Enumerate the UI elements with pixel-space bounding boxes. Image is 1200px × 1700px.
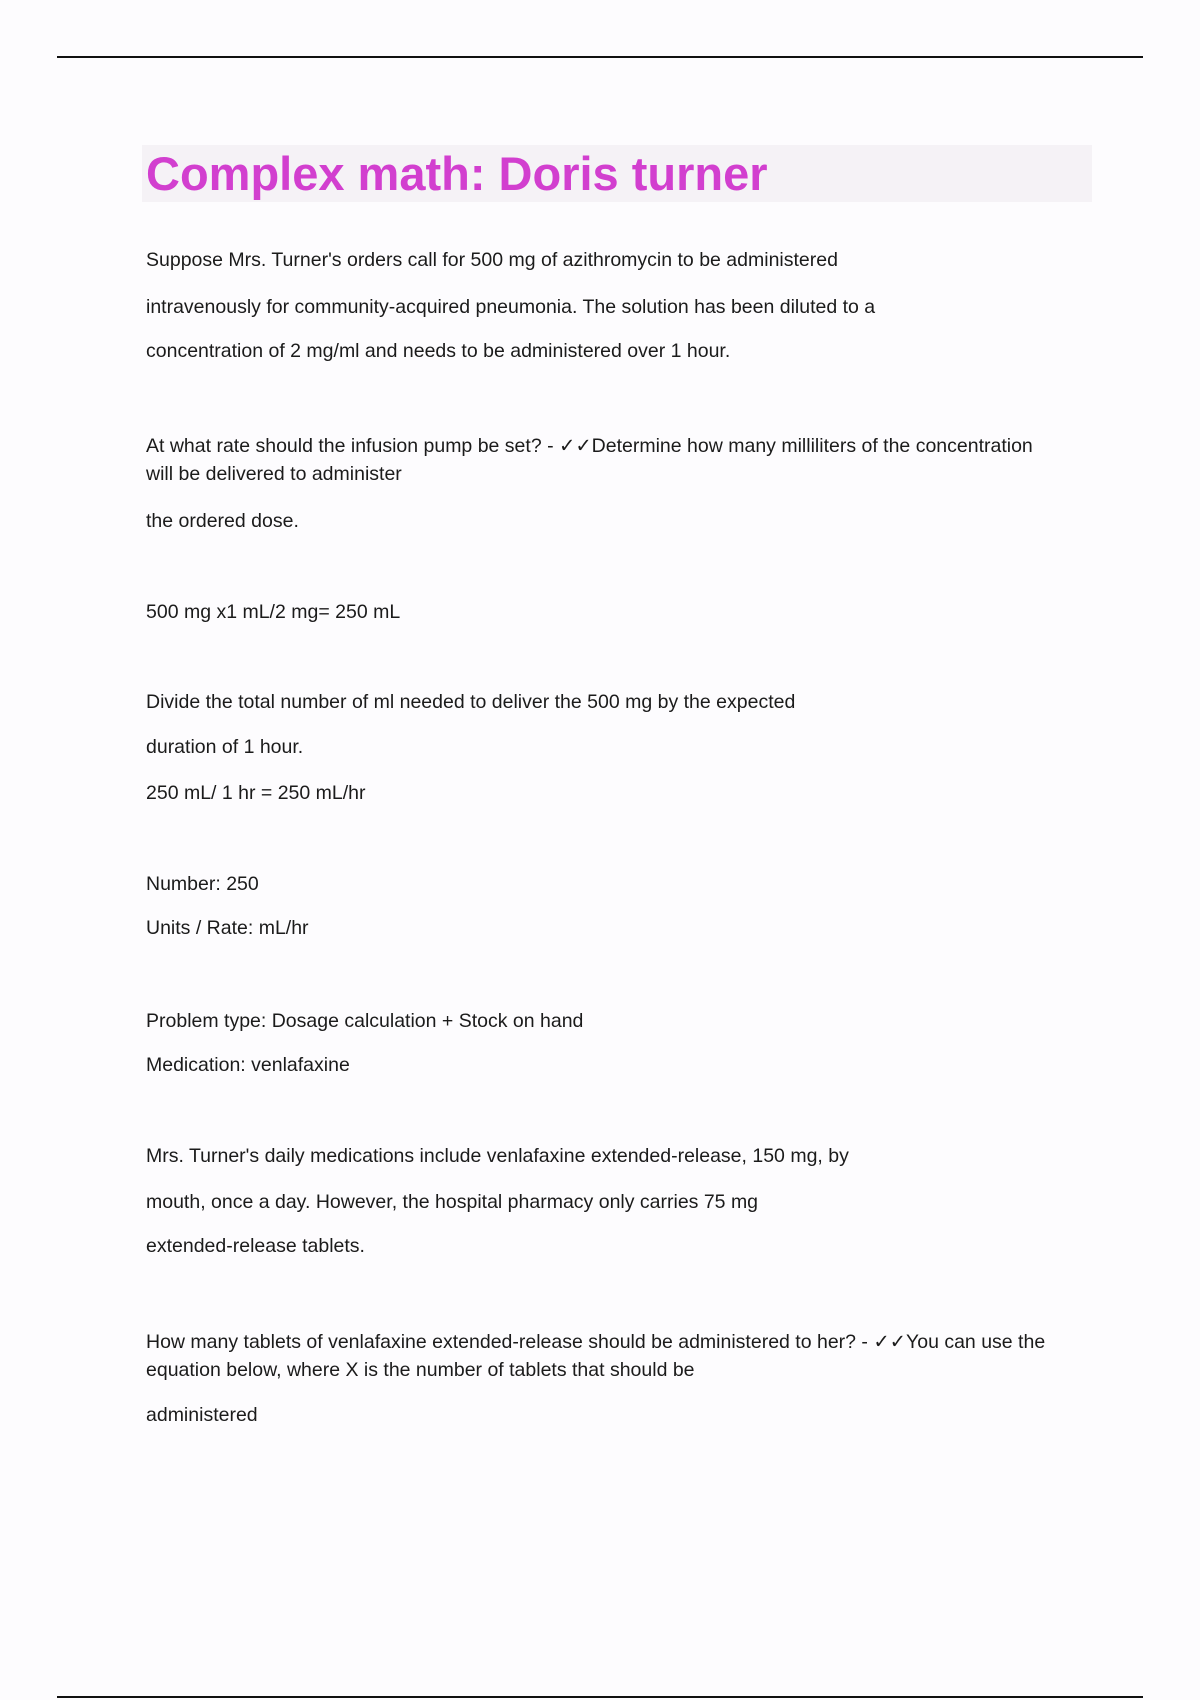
problem-type: Problem type: Dosage calculation + Stock on hand (146, 1010, 584, 1032)
text-line: the ordered dose. (146, 510, 299, 532)
answer-number: Number: 250 (146, 873, 259, 895)
text-line: equation below, where X is the number of tablets that should be (146, 1359, 695, 1381)
bottom-rule (57, 1696, 1143, 1698)
question-line: How many tablets of venlafaxine extended-release should be administered to her? - ✓✓You can use the (146, 1331, 1046, 1353)
text-line: administered (146, 1404, 258, 1426)
text-line: will be delivered to administer (146, 463, 402, 485)
document-title: Complex math: Doris turner (146, 147, 768, 200)
equation-line: 500 mg x1 mL/2 mg= 250 mL (146, 601, 401, 623)
question-line: At what rate should the infusion pump be set? - ✓✓Determine how many milliliters of the concentration (146, 435, 1033, 457)
text-line: mouth, once a day. However, the hospital pharmacy only carries 75 mg (146, 1191, 759, 1213)
text-line: extended-release tablets. (146, 1235, 365, 1257)
text-line: duration of 1 hour. (146, 736, 304, 758)
text-line: Mrs. Turner's daily medications include venlafaxine extended-release, 150 mg, by (146, 1145, 849, 1167)
answer-units: Units / Rate: mL/hr (146, 917, 309, 939)
text-line: Suppose Mrs. Turner's orders call for 500 mg of azithromycin to be administered (146, 249, 838, 271)
equation-line: 250 mL/ 1 hr = 250 mL/hr (146, 782, 366, 804)
text-line: concentration of 2 mg/ml and needs to be administered over 1 hour. (146, 340, 731, 362)
text-line: intravenously for community-acquired pneumonia. The solution has been diluted to a (146, 296, 876, 318)
text-line: Divide the total number of ml needed to deliver the 500 mg by the expected (146, 691, 796, 713)
medication: Medication: venlafaxine (146, 1054, 350, 1076)
top-rule (57, 56, 1143, 58)
